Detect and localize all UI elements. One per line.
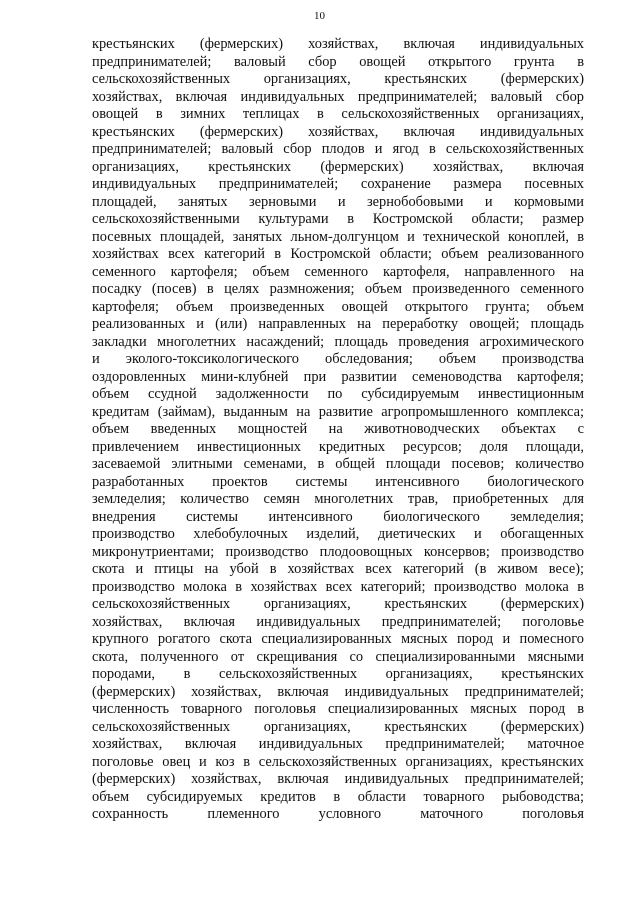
text-line: объем ссудной задолженности по субсидируемым инвестиционным [92,386,584,402]
text-line: крестьянских (фермерских) хозяйствах, включая индивидуальных [92,123,584,140]
text-line: объем введенных мощностей на животноводческих объектах с [92,421,584,437]
text-line: хозяйствах всех категорий в Костромской области; объем реализованного [92,246,584,262]
text-line: объем субсидируемых кредитов в области товарного рыбоводства; [92,788,584,805]
text-line: и эколого-токсикологического обследования; объем производства [92,351,584,367]
text-line: семенного картофеля; объем семенного картофеля, направленного на [92,263,584,280]
text-line: засеваемой элитными семенами, в общей площади посевов; количество [92,456,584,472]
text-line: сельскохозяйственными культурами в Костромской области; размер [92,211,584,227]
text-line: сельскохозяйственных организациях, крестьянских (фермерских) [92,71,584,87]
text-line: сохранность племенного условного маточного поголовья [92,806,584,822]
text-line: земледелия; количество семян многолетних трав, приобретенных для [92,491,584,507]
text-line: внедрения системы интенсивного биологического земледелия; [92,508,584,525]
text-line: поголовье овец и коз в сельскохозяйственных организациях, крестьянских [92,753,584,770]
text-line: площадей, занятых зерновыми и зернобобовыми и кормовыми [92,193,584,210]
text-line: скота, полученного от скрещивания со специализированными мясными [92,648,584,665]
text-line: микронутриентами; производство плодоовощных консервов; производство [92,543,584,560]
text-line: хозяйствах, включая индивидуальных предпринимателей; поголовье [92,613,584,630]
text-line: сельскохозяйственных организациях, крестьянских (фермерских) [92,596,584,612]
text-line: привлечением инвестиционных кредитных ресурсов; доля площади, [92,438,584,455]
text-line: предпринимателей; валовый сбор плодов и ягод в сельскохозяйственных [92,141,584,157]
text-line: хозяйствах, включая индивидуальных предпринимателей; маточное [92,736,584,752]
text-line: овощей в зимних теплицах в сельскохозяйственных организациях, [92,106,584,122]
text-line: картофеля; объем произведенных овощей открытого грунта; объем [92,298,584,315]
text-line: организациях, крестьянских (фермерских) хозяйствах, включая [92,158,584,175]
page-number: 10 [314,10,325,22]
text-line: численность товарного поголовья специализированных мясных пород в [92,701,584,717]
text-line: оздоровленных мини-клубней при развитии семеноводства картофеля; [92,368,584,385]
text-line: предпринимателей; валовый сбор овощей открытого грунта в [92,53,584,70]
text-line: разработанных проектов системы интенсивного биологического [92,473,584,490]
text-line: хозяйствах, включая индивидуальных предпринимателей; валовый сбор [92,88,584,105]
text-line: посевных площадей, занятых льном-долгунцом и технической коноплей, в [92,228,584,245]
document-body-text [92,36,584,824]
text-line: закладки многолетних насаждений; площадь проведения агрохимического [92,333,584,350]
text-line: породами, в сельскохозяйственных организациях, крестьянских [92,666,584,682]
text-line: скота и птицы на убой в хозяйствах всех категорий (в живом весе); [92,561,584,577]
text-line: сельскохозяйственных организациях, крестьянских (фермерских) [92,718,584,735]
text-line: кредитам (займам), выданным на развитие агропромышленного комплекса; [92,403,584,420]
text-line: (фермерских) хозяйствах, включая индивидуальных предпринимателей; [92,771,584,787]
text-line: индивидуальных предпринимателей; сохранение размера посевных [92,176,584,192]
text-line: реализованных и (или) направленных на переработку овощей; площадь [92,316,584,332]
text-line: посадку (посев) в целях размножения; объем произведенного семенного [92,281,584,297]
text-line: производство хлебобулочных изделий, диетических и обогащенных [92,526,584,542]
text-line: крестьянских (фермерских) хозяйствах, включая индивидуальных [92,36,584,52]
text-line: производство молока в хозяйствах всех категорий; производство молока в [92,578,584,595]
text-line: (фермерских) хозяйствах, включая индивидуальных предпринимателей; [92,683,584,700]
text-line: крупного рогатого скота специализированных мясных пород и помесного [92,631,584,647]
